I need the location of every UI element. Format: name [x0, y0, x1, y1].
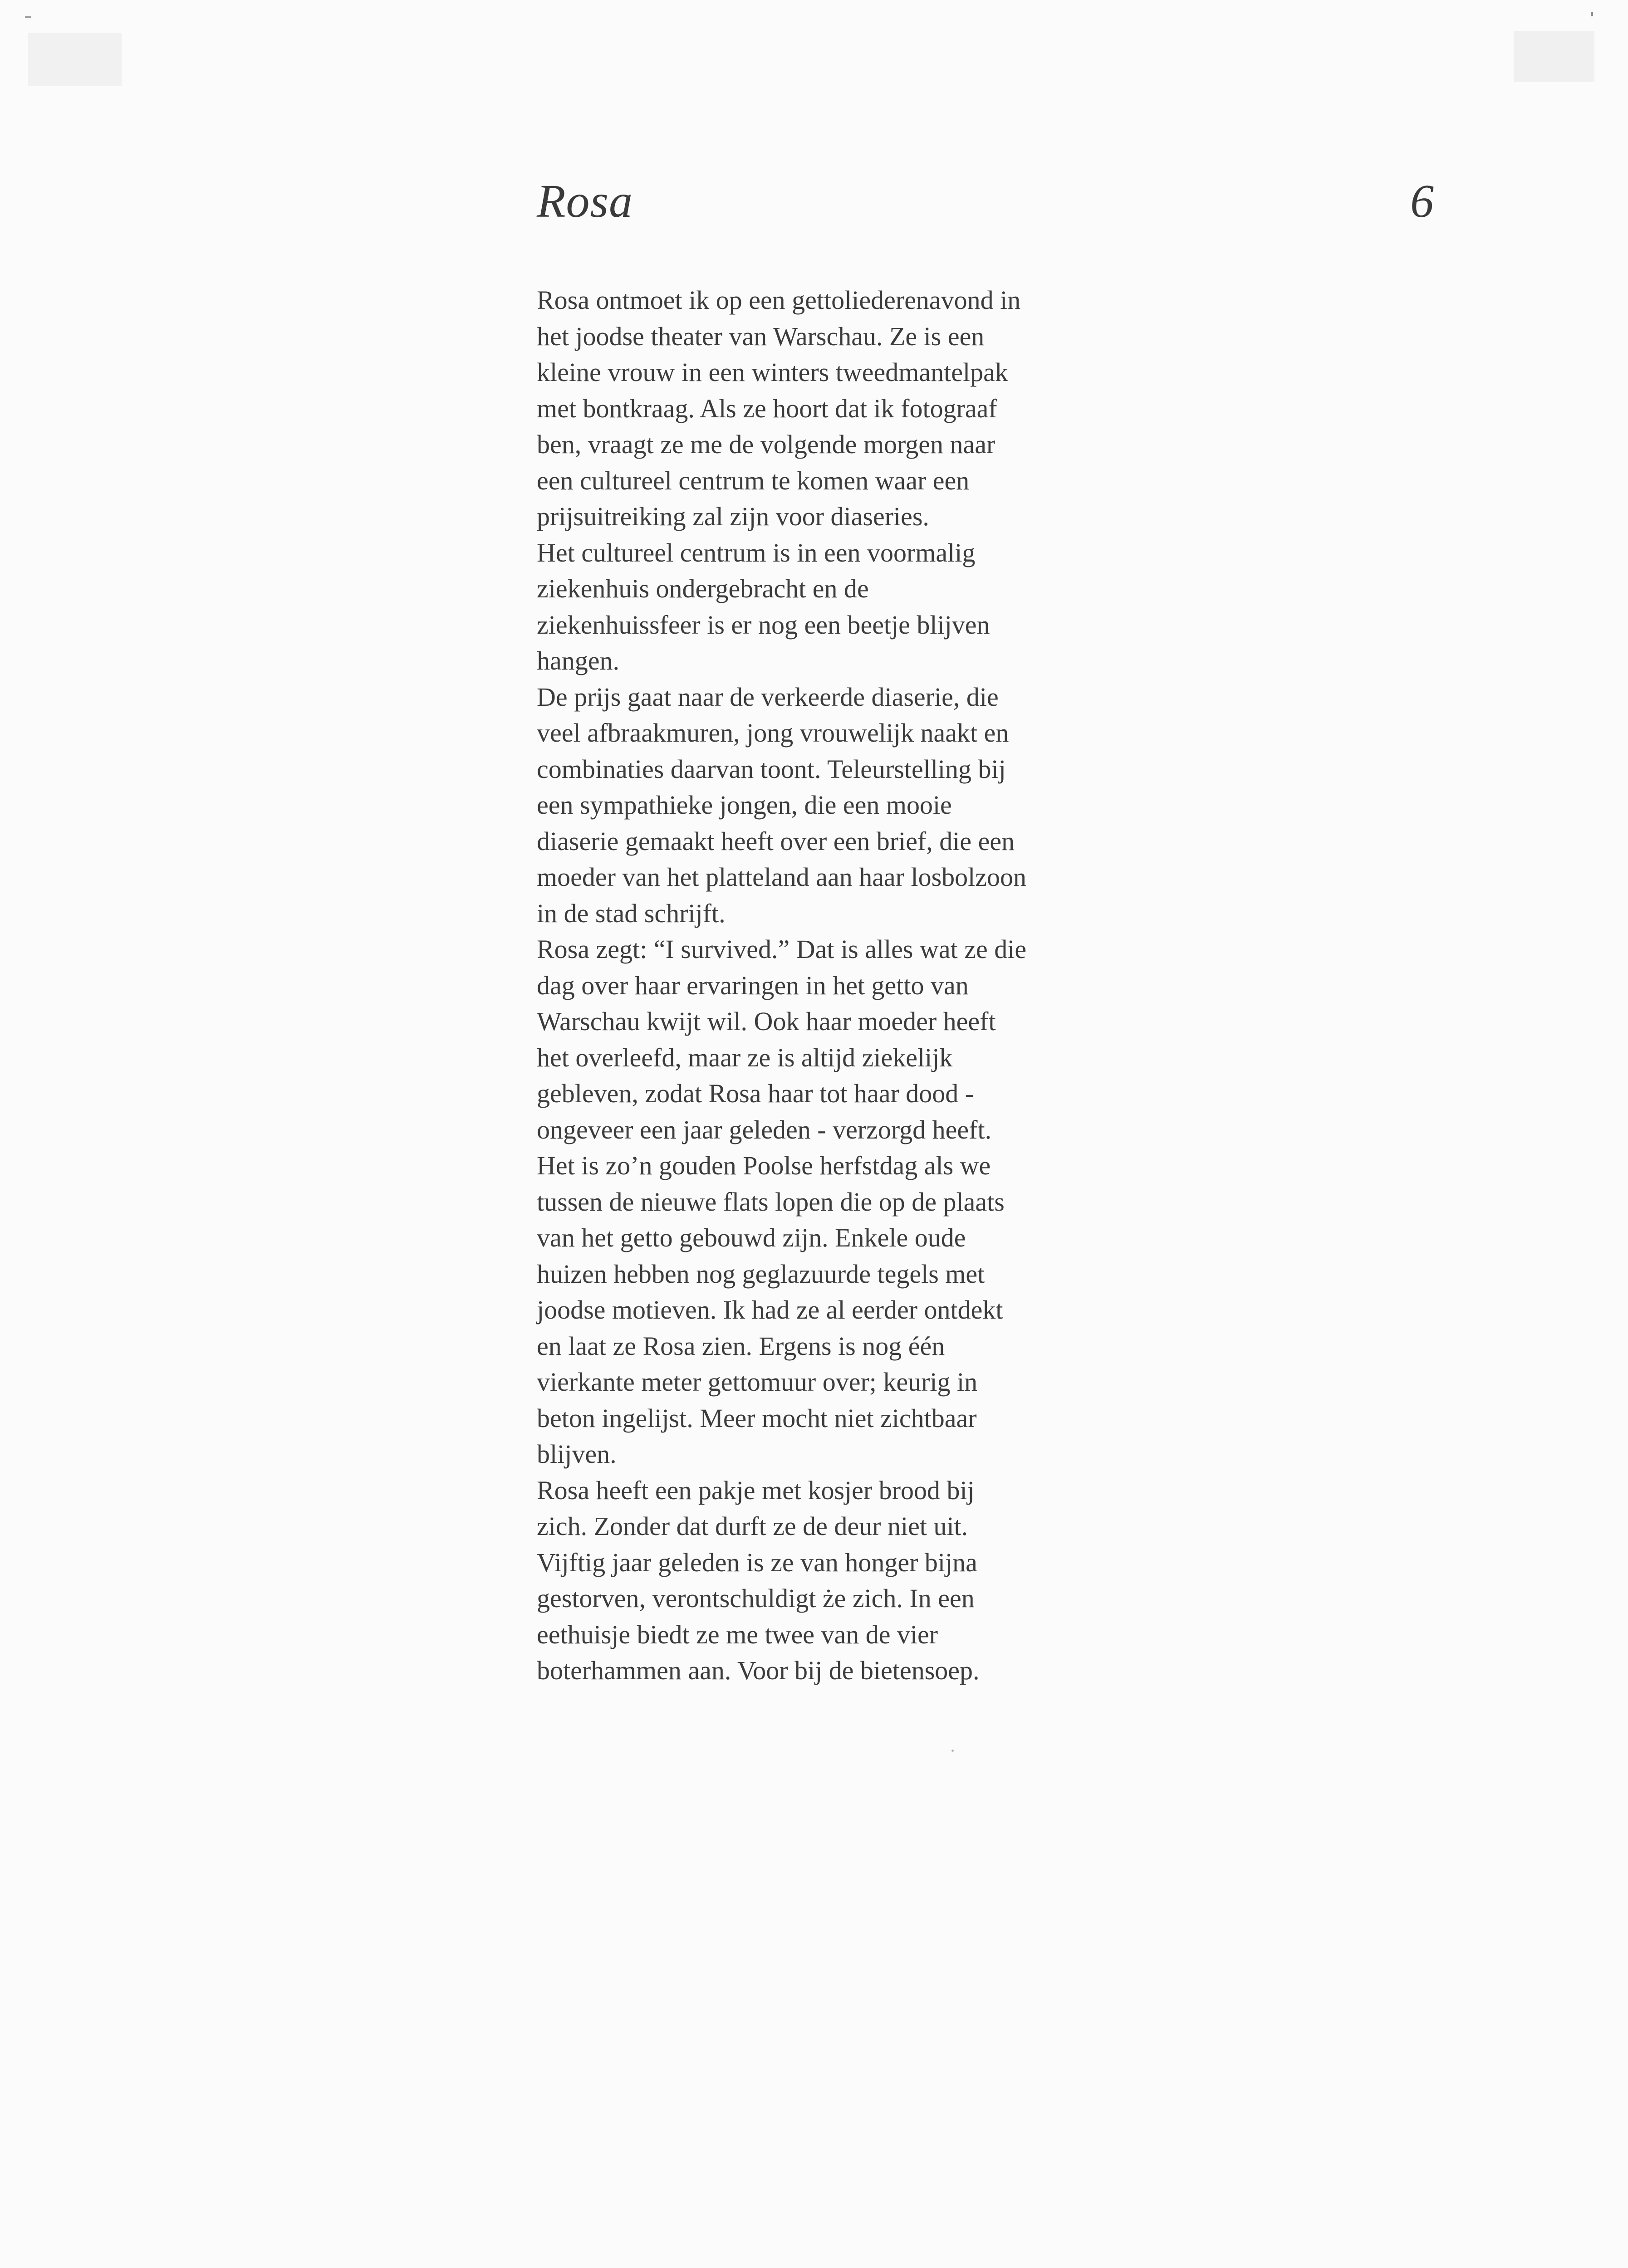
body-line: ziekenhuis ondergebracht en de: [537, 574, 869, 603]
body-line: Het cultureel centrum is in een voormalig: [537, 538, 976, 567]
body-line: met bontkraag. Als ze hoort dat ik fotograaf: [537, 393, 997, 423]
body-line: prijsuitreiking zal zijn voor diaseries.: [537, 502, 929, 531]
body-line: huizen hebben nog geglazuurde tegels met: [537, 1259, 985, 1289]
body-line: zich. Zonder dat durft ze de deur niet uit.: [537, 1511, 968, 1541]
body-line: diaserie gemaakt heeft over een brief, die een: [537, 826, 1015, 856]
body-line: gebleven, zodat Rosa haar tot haar dood -: [537, 1079, 974, 1108]
chapter-title: Rosa: [537, 175, 633, 227]
body-line: combinaties daarvan toont. Teleurstelling bij: [537, 754, 1006, 784]
body-line: het joodse theater van Warschau. Ze is een: [537, 321, 985, 351]
body-line: kleine vrouw in een winters tweedmantelpak: [537, 357, 1008, 387]
body-line: van het getto gebouwd zijn. Enkele oude: [537, 1223, 966, 1252]
body-text: [537, 282, 1140, 1689]
body-line: een sympathieke jongen, die een mooie: [537, 790, 952, 820]
body-line: Rosa zegt: “I survived.” Dat is alles wat ze die: [537, 934, 1027, 964]
body-line: en laat ze Rosa zien. Ergens is nog één: [537, 1331, 945, 1361]
body-line: beton ingelijst. Meer mocht niet zichtbaar: [537, 1403, 977, 1433]
body-line: in de stad schrijft.: [537, 898, 726, 928]
body-line: Warschau kwijt wil. Ook haar moeder heeft: [537, 1007, 996, 1036]
body-line: dag over haar ervaringen in het getto van: [537, 970, 969, 1000]
body-line: Rosa ontmoet ik op een gettoliederenavond in: [537, 285, 1021, 315]
body-line: veel afbraakmuren, jong vrouwelijk naakt en: [537, 718, 1009, 748]
body-line: hangen.: [537, 646, 619, 675]
body-line: eethuisje biedt ze me twee van de vier: [537, 1619, 938, 1649]
body-line: Vijftig jaar geleden is ze van honger bijna: [537, 1547, 977, 1577]
body-line: ben, vraagt ze me de volgende morgen naar: [537, 430, 995, 459]
body-line: vierkante meter gettomuur over; keurig in: [537, 1367, 978, 1397]
body-line: boterhammen aan. Voor bij de bietensoep.: [537, 1656, 980, 1685]
scan-tick-mark: [25, 16, 31, 18]
body-line: gestorven, verontschuldigt że zich. In een: [537, 1584, 975, 1613]
body-line: het overleefd, maar ze is altijd ziekelijk: [537, 1042, 953, 1072]
page-number: 6: [1410, 175, 1434, 227]
scan-shadow-right: [1514, 31, 1594, 82]
body-line: blijven.: [537, 1439, 617, 1469]
scan-tick-mark: [1591, 12, 1593, 16]
body-line: De prijs gaat naar de verkeerde diaserie, die: [537, 682, 999, 712]
body-line: tussen de nieuwe flats lopen die op de plaats: [537, 1187, 1005, 1217]
body-line: ziekenhuissfeer is er nog een beetje blijven: [537, 610, 990, 640]
body-line: joodse motieven. Ik had ze al eerder ontdekt: [537, 1295, 1003, 1325]
body-line: Het is zo’n gouden Poolse herfstdag als we: [537, 1151, 991, 1180]
body-line: Rosa heeft een pakje met kosjer brood bij: [537, 1475, 975, 1505]
body-line: een cultureel centrum te komen waar een: [537, 465, 970, 495]
paper-speck: [951, 1750, 954, 1752]
body-line: ongeveer een jaar geleden - verzorgd heeft.: [537, 1114, 992, 1144]
scan-shadow-left: [28, 33, 122, 86]
body-line: moeder van het platteland aan haar losbolzoon: [537, 862, 1027, 892]
